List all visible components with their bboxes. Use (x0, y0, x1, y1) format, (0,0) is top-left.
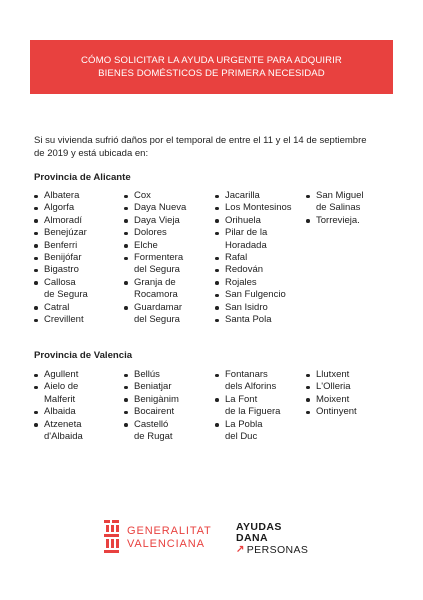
municipality-name: Benijófar (44, 252, 82, 264)
municipality-item (306, 381, 357, 393)
municipality-name: Malferit (44, 393, 76, 405)
alicante-list-col3 (215, 190, 292, 326)
municipality-item (306, 369, 357, 381)
municipality-name: Ontinyent (316, 406, 357, 418)
valencia-heading: Provincia de Valencia (34, 350, 133, 361)
municipality-name: dels Alforins (225, 381, 277, 393)
municipality-name: Torrevieja. (316, 214, 360, 226)
municipality-name: Fontanars (225, 369, 268, 380)
municipality-item (215, 419, 280, 444)
municipality-item (124, 202, 186, 214)
municipality-name: La Pobla (225, 418, 263, 430)
municipality-name: del Segura (134, 314, 180, 326)
municipality-item (306, 406, 357, 418)
municipality-item (215, 190, 292, 202)
municipality-item (306, 394, 357, 406)
municipality-name: Almoradí (44, 214, 83, 226)
alicante-list-col1 (34, 190, 88, 326)
municipality-item (34, 190, 88, 202)
municipality-item (34, 227, 88, 239)
municipality-name: Santa Pola (225, 314, 272, 326)
generalitat-logo (103, 519, 212, 557)
municipality-name: Dolores (134, 227, 167, 239)
municipality-name: Agullent (44, 369, 79, 380)
municipality-name: San Fulgencio (225, 289, 286, 301)
municipality-name: Formentera (134, 252, 184, 264)
municipality-item (34, 302, 88, 314)
municipality-name: Rocamora (134, 289, 178, 301)
ayudas-dana-line3-row (236, 544, 308, 556)
municipality-name: de Salinas (316, 202, 361, 214)
municipality-item (124, 215, 186, 227)
municipality-item (34, 252, 88, 264)
generalitat-line2: VALENCIANA (127, 538, 205, 550)
municipality-item (34, 215, 88, 227)
municipality-name: Albatera (44, 190, 80, 201)
intro-text (34, 135, 394, 160)
municipality-name: Bellús (134, 369, 160, 380)
municipality-name: Benigànim (134, 393, 179, 405)
municipality-name: Algorfa (44, 202, 75, 214)
municipality-name: Catral (44, 301, 70, 313)
municipality-name: Bocairent (134, 406, 175, 418)
municipality-item (215, 302, 292, 314)
municipality-item (124, 394, 179, 406)
municipality-name: San Isidro (225, 301, 268, 313)
municipality-name: Guardamar (134, 301, 183, 313)
municipality-name: Granja de (134, 276, 176, 288)
alicante-list-col2 (124, 190, 186, 326)
municipality-name: del Duc (225, 431, 258, 443)
municipality-item (215, 394, 280, 419)
municipality-name: Albaida (44, 406, 76, 418)
alicante-heading: Provincia de Alicante (34, 172, 131, 183)
municipality-name: Bigastro (44, 264, 79, 276)
valencia-list-col2 (124, 369, 179, 443)
municipality-item (215, 252, 292, 264)
municipality-item (124, 406, 179, 418)
municipality-item (34, 406, 83, 418)
valencia-list-col1 (34, 369, 83, 443)
municipality-item (124, 227, 186, 239)
ayudas-dana-line3: PERSONAS (246, 544, 309, 556)
municipality-item (124, 369, 179, 381)
municipality-item (215, 289, 292, 301)
municipality-name: de la Figuera (225, 406, 281, 418)
municipality-name: de Segura (44, 289, 88, 301)
municipality-name: Rojales (225, 276, 257, 288)
generalitat-emblem-icon (103, 519, 121, 557)
municipality-item (124, 252, 186, 277)
banner-title-line2: BIENES DOMÉSTICOS DE PRIMERA NECESIDAD (98, 68, 325, 79)
title-banner (30, 40, 393, 94)
municipality-item (34, 240, 88, 252)
valencia-list-col3 (215, 369, 280, 443)
municipality-item (124, 419, 179, 444)
municipality-item (124, 240, 186, 252)
arrow-up-right-icon: ↗ (236, 544, 245, 555)
municipality-item (34, 381, 83, 406)
municipality-name: Aielo de (44, 381, 79, 393)
municipality-name: del Segura (134, 264, 180, 276)
municipality-item (306, 190, 364, 215)
municipality-name: Los Montesinos (225, 202, 292, 214)
municipality-name: Benferri (44, 239, 78, 251)
municipality-name: Daya Nueva (134, 202, 187, 214)
ayudas-dana-line1: AYUDAS (236, 521, 282, 533)
municipality-name: Pilar de la (225, 227, 268, 239)
municipality-item (34, 202, 88, 214)
intro-line2: de 2019 y está ubicada en: (34, 147, 149, 159)
municipality-item (124, 190, 186, 202)
municipality-name: Crevillent (44, 314, 84, 326)
generalitat-line1: GENERALITAT (127, 525, 212, 537)
municipality-item (124, 302, 186, 327)
municipality-name: Redován (225, 264, 264, 276)
municipality-item (215, 215, 292, 227)
municipality-name: Callosa (44, 276, 76, 288)
municipality-item (34, 314, 88, 326)
municipality-item (124, 381, 179, 393)
valencia-list-col4 (306, 369, 357, 419)
municipality-name: Moixent (316, 393, 350, 405)
municipality-item (34, 419, 83, 444)
ayudas-dana-line2: DANA (236, 532, 268, 544)
municipality-name: Jacarilla (225, 190, 260, 201)
intro-line1: Si su vivienda sufrió daños por el temporal de entre el 11 y el 14 de septiembre (34, 135, 367, 146)
municipality-name: d'Albaida (44, 431, 83, 443)
municipality-name: San Miguel (316, 190, 364, 201)
municipality-name: La Font (225, 393, 258, 405)
municipality-name: Cox (134, 190, 151, 201)
municipality-name: Beniatjar (134, 381, 172, 393)
municipality-name: Horadada (225, 239, 267, 251)
municipality-name: Daya Vieja (134, 214, 180, 226)
municipality-name: Castelló (134, 418, 169, 430)
alicante-list-col4 (306, 190, 364, 227)
municipality-item (215, 264, 292, 276)
municipality-name: de Rugat (134, 431, 173, 443)
municipality-name: Atzeneta (44, 418, 82, 430)
municipality-name: Benejúzar (44, 227, 87, 239)
municipality-item (34, 264, 88, 276)
municipality-name: Rafal (225, 252, 248, 264)
municipality-name: Elche (134, 239, 158, 251)
municipality-item (215, 202, 292, 214)
municipality-item (124, 277, 186, 302)
municipality-item (215, 314, 292, 326)
municipality-item (306, 215, 364, 227)
municipality-name: Orihuela (225, 214, 261, 226)
municipality-item (215, 369, 280, 394)
municipality-item (34, 277, 88, 302)
banner-title-line1: CÓMO SOLICITAR LA AYUDA URGENTE PARA ADQUIRIR (81, 55, 342, 66)
ayudas-dana-logo (236, 522, 308, 556)
municipality-item (215, 277, 292, 289)
municipality-item (215, 227, 292, 252)
municipality-name: Llutxent (316, 369, 350, 380)
municipality-item (34, 369, 83, 381)
municipality-name: L'Olleria (316, 381, 351, 393)
